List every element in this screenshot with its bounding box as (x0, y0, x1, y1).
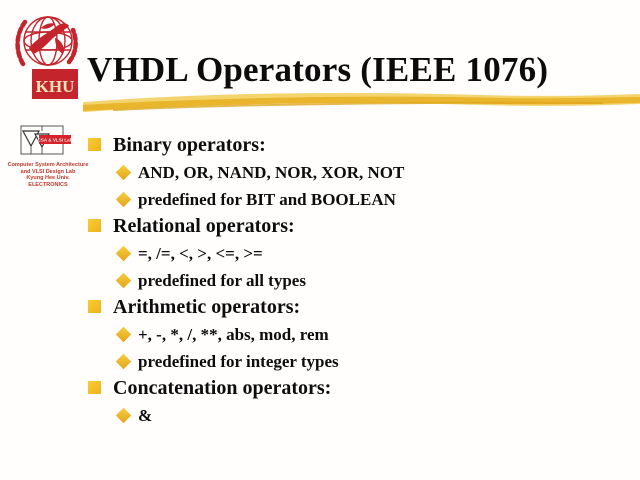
diamond-bullet-icon (116, 191, 132, 207)
subbullet-concatenation-ampersand (86, 402, 631, 429)
diamond-bullet-icon (116, 245, 132, 261)
subbullet-label: predefined for all types (138, 271, 306, 290)
bullet-label: Relational operators: (113, 215, 295, 237)
square-bullet-icon (88, 381, 101, 394)
lab-logo (6, 122, 90, 194)
subbullet-label: AND, OR, NAND, NOR, XOR, NOT (138, 163, 405, 182)
subbullet-label: predefined for integer types (138, 352, 339, 371)
subbullet-binary-list (86, 159, 631, 186)
square-bullet-icon (88, 138, 101, 151)
lab-banner-text: CSA & VLSI Lab (37, 137, 73, 143)
subbullet-arithmetic-predefined (86, 348, 631, 375)
diamond-bullet-icon (116, 164, 132, 180)
subbullet-label: +, -, *, /, **, abs, mod, rem (138, 325, 329, 344)
page-title: VHDL Operators (IEEE 1076) (87, 50, 549, 89)
logic-gates-icon (6, 122, 90, 162)
lab-caption-line-2: and VLSI Design Lab (20, 168, 76, 175)
subbullet-relational-predefined (86, 267, 631, 294)
lab-caption (6, 162, 90, 188)
bullet-arithmetic-operators (86, 294, 631, 321)
subbullet-label: & (138, 406, 153, 425)
diamond-bullet-icon (116, 326, 132, 342)
bullet-relational-operators (86, 213, 631, 240)
bullet-list (86, 132, 631, 429)
bullet-label: Arithmetic operators: (113, 296, 301, 318)
khu-abbreviation: KHU (35, 77, 75, 96)
diamond-bullet-icon (116, 353, 132, 369)
lab-caption-line-1: Computer System Architecture (7, 162, 89, 168)
subbullet-label: predefined for BIT and BOOLEAN (138, 190, 396, 209)
square-bullet-icon (88, 219, 101, 232)
title-underline-swoosh (83, 90, 640, 116)
subbullet-binary-predefined (86, 186, 631, 213)
bullet-concatenation-operators (86, 375, 631, 402)
diamond-bullet-icon (116, 272, 132, 288)
lab-caption-line-3: Kyung Hee Univ. ELECTRONICS (26, 175, 70, 188)
subbullet-relational-list (86, 240, 631, 267)
bullet-binary-operators (86, 132, 631, 159)
diamond-bullet-icon (116, 407, 132, 423)
bullet-label: Concatenation operators: (113, 377, 332, 399)
subbullet-arithmetic-list (86, 321, 631, 348)
subbullet-label: =, /=, <, >, <=, >= (138, 244, 263, 263)
square-bullet-icon (88, 300, 101, 313)
bullet-label: Binary operators: (113, 134, 266, 156)
khu-university-logo (11, 8, 79, 102)
